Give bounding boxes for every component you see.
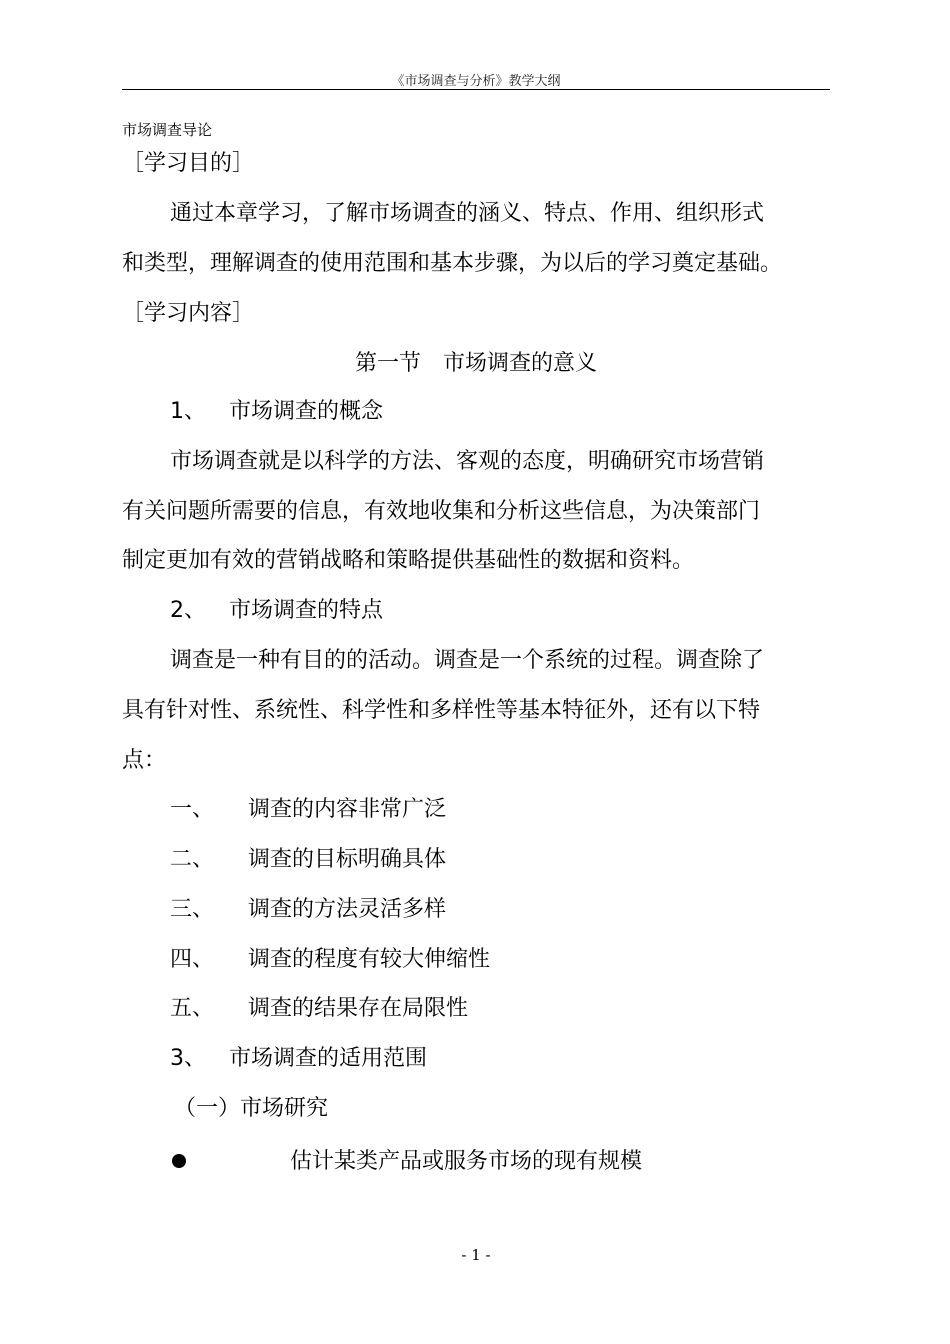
page-number: - 1 - bbox=[461, 1246, 491, 1264]
item2-paragraph-line-1: 调查是一种有目的的活动。调查是一个系统的过程。调查除了 bbox=[170, 648, 765, 673]
item2-paragraph-line-3: 点： bbox=[122, 748, 167, 773]
bullet-icon bbox=[172, 1154, 186, 1168]
bullet-text: 估计某类产品或服务市场的现有规模 bbox=[290, 1149, 643, 1174]
item1-paragraph-line-2: 有关问题所需要的信息，有效地收集和分析这些信息，为决策部门 bbox=[122, 499, 761, 524]
objectives-line-1: 通过本章学习，了解市场调查的涵义、特点、作用、组织形式 bbox=[170, 201, 765, 226]
header-rule bbox=[122, 89, 830, 90]
objectives-heading: ［学习目的］ bbox=[122, 151, 255, 176]
item3-number: 3、 bbox=[170, 1046, 206, 1071]
feature-text: 调查的结果存在局限性 bbox=[248, 996, 469, 1021]
item1-paragraph-line-1: 市场调查就是以科学的方法、客观的态度，明确研究市场营销 bbox=[170, 449, 765, 474]
objectives-line-2: 和类型，理解调查的使用范围和基本步骤，为以后的学习奠定基础。 bbox=[122, 251, 783, 276]
feature-number: 四、 bbox=[170, 947, 215, 972]
item3-subheading: （一）市场研究 bbox=[174, 1096, 329, 1121]
feature-text: 调查的目标明确具体 bbox=[248, 847, 447, 872]
section-title: 第一节 市场调查的意义 bbox=[354, 351, 597, 376]
item2-paragraph-line-2: 具有针对性、系统性、科学性和多样性等基本特征外，还有以下特 bbox=[122, 698, 761, 723]
feature-number: 二、 bbox=[170, 847, 215, 872]
feature-text: 调查的内容非常广泛 bbox=[248, 797, 447, 822]
feature-text: 调查的方法灵活多样 bbox=[248, 897, 447, 922]
item2-number: 2、 bbox=[170, 598, 206, 623]
item1-title: 市场调查的概念 bbox=[229, 399, 384, 424]
item2-title: 市场调查的特点 bbox=[229, 598, 384, 623]
content-heading: ［学习内容］ bbox=[122, 301, 255, 326]
chapter-title: 市场调查导论 bbox=[122, 121, 213, 139]
item1-number: 1、 bbox=[170, 399, 206, 424]
feature-number: 三、 bbox=[170, 897, 215, 922]
page-header: 《市场调查与分析》教学大纲 bbox=[391, 74, 561, 89]
feature-text: 调查的程度有较大伸缩性 bbox=[248, 947, 491, 972]
feature-number: 五、 bbox=[170, 996, 215, 1021]
item1-paragraph-line-3: 制定更加有效的营销战略和策略提供基础性的数据和资料。 bbox=[122, 548, 695, 573]
item3-title: 市场调查的适用范围 bbox=[229, 1046, 428, 1071]
feature-number: 一、 bbox=[170, 797, 215, 822]
